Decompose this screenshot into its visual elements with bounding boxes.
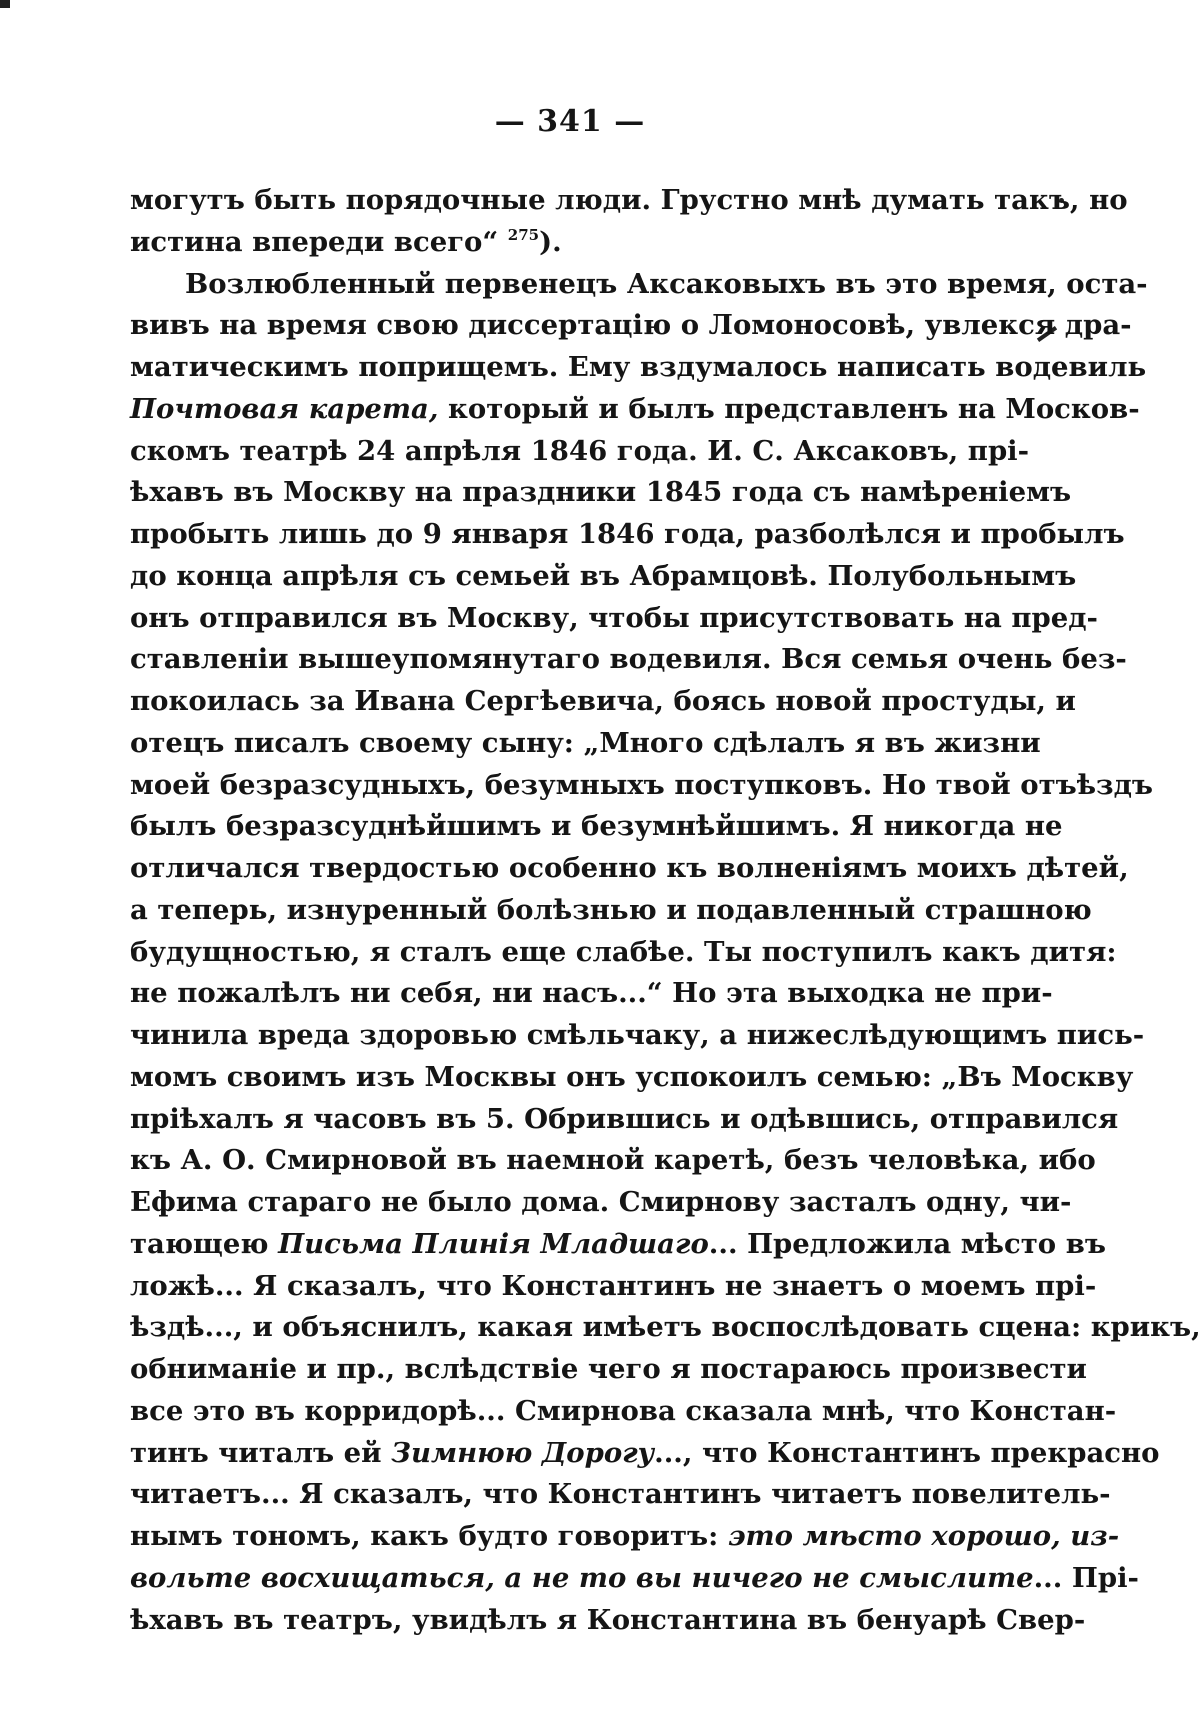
text-segment: ставленіи вышеупомянутаго водевиля. Вся семья очень без- — [130, 643, 1127, 676]
text-segment: отличался твердостью особенно къ волненіямъ моихъ дѣтей, — [130, 852, 1129, 884]
text-segment: ). — [539, 225, 562, 258]
text-line — [130, 1182, 1072, 1224]
text-line — [130, 472, 1072, 514]
text-segment: который и былъ представленъ на Москов- — [438, 392, 1140, 425]
text-line — [130, 431, 1030, 473]
text-segment: могутъ быть порядочные люди. Грустно мнѣ думать такъ, но — [130, 184, 1128, 216]
text-line — [130, 1600, 1086, 1642]
text-segment: покоилась за Ивана Сергѣевича, боясь новой простуды, и — [130, 685, 1076, 717]
text-segment: истина впереди всего“ — [130, 225, 508, 258]
text-segment: ложѣ... Я сказалъ, что Константинъ не знаетъ о моемъ прі- — [130, 1269, 1097, 1302]
text-segment: ѣхавъ въ Москву на праздники 1845 года съ намѣреніемъ — [130, 476, 1072, 509]
text-segment: ... Предложила мѣсто въ — [708, 1227, 1106, 1260]
text-line — [130, 681, 1076, 723]
text-segment: момъ своимъ изъ Москвы онъ успокоилъ семью: „Въ Москву — [130, 1060, 1134, 1093]
text-line — [130, 765, 1154, 807]
text-line — [130, 222, 940, 264]
text-line — [130, 848, 1129, 890]
text-line — [130, 932, 1117, 974]
text-segment: моей безразсудныхъ, безумныхъ поступковъ. Но твой отъѣздъ — [130, 768, 1154, 801]
text-line — [130, 180, 1128, 222]
text-line — [130, 973, 1053, 1015]
text-line — [130, 264, 1148, 306]
text-segment: ѣздѣ..., и объяснилъ, какая имѣетъ воспослѣдовать сцена: крикъ, — [130, 1311, 1201, 1344]
text-line — [130, 1516, 1120, 1558]
text-line — [130, 1433, 1160, 1475]
page-text — [130, 180, 1201, 1641]
text-line — [130, 598, 1098, 640]
italic-title: это мѣсто хорошо, из- — [727, 1520, 1120, 1552]
text-segment: обниманіе и пр., вслѣдствіе чего я постараюсь произвести — [130, 1353, 1087, 1385]
text-line — [130, 1224, 1106, 1266]
text-segment: нымъ тономъ, какъ будто говоритъ: — [130, 1520, 728, 1552]
text-line — [130, 1474, 1111, 1516]
text-line — [130, 723, 1041, 765]
text-segment: ..., что Константинъ прекрасно — [654, 1436, 1160, 1469]
text-segment: отецъ писалъ своему сыну: „Много сдѣлалъ я въ жизни — [130, 726, 1041, 759]
text-line — [130, 1558, 1139, 1600]
text-segment: до конца апрѣля съ семьей въ Абрамцовѣ. Полубольнымъ — [130, 559, 1077, 592]
text-segment: ѣхавъ въ театръ, увидѣлъ я Константина въ бенуарѣ Свер- — [130, 1603, 1086, 1636]
text-line — [130, 890, 1092, 932]
text-segment: Ефима стараго не было дома. Смирнову засталъ одну, чи- — [130, 1186, 1072, 1218]
text-line — [130, 514, 1125, 556]
text-segment: ... Прі- — [1033, 1561, 1139, 1594]
scan-mark — [0, 0, 10, 8]
text-segment: къ А. О. Смирновой въ наемной каретѣ, безъ человѣка, ибо — [130, 1144, 1096, 1177]
text-segment: чинила вреда здоровью смѣльчаку, а нижеслѣдующимъ пись- — [130, 1019, 1145, 1051]
text-line — [130, 639, 1127, 681]
text-line — [130, 389, 1140, 431]
text-line — [130, 1349, 1087, 1391]
text-segment: онъ отправился въ Москву, чтобы присутствовать на пред- — [130, 601, 1098, 634]
text-segment: будущностью, я сталъ еще слабѣе. Ты поступилъ какъ дитя: — [130, 935, 1117, 968]
text-line — [130, 1391, 1117, 1433]
footnote-ref: 275 — [507, 225, 540, 244]
text-line — [130, 1307, 1201, 1349]
italic-title: вольте восхищаться, а не то вы ничего не смыслите — [130, 1561, 1034, 1594]
italic-title: Почтовая карета, — [130, 392, 439, 425]
text-segment: Возлюбленный первенецъ Аксаковыхъ въ это время, оста- — [185, 267, 1148, 300]
italic-title: Письма Плинія Младшаго — [278, 1227, 709, 1260]
text-line — [130, 1057, 1134, 1099]
text-line — [130, 1015, 1145, 1057]
text-line — [130, 806, 1063, 848]
text-segment: а теперь, изнуренный болѣзнью и подавленный страшною — [130, 893, 1092, 926]
text-segment: тинъ читалъ ей — [130, 1436, 392, 1469]
italic-title: Зимнюю Дорогу — [391, 1436, 655, 1469]
text-line — [130, 556, 1077, 598]
text-line — [130, 347, 1147, 389]
text-line — [130, 1266, 1097, 1308]
text-segment: вивъ на время свою диссертацію о Ломоносовѣ, увлекся дра- — [130, 309, 1132, 342]
text-line — [130, 1140, 1096, 1182]
text-segment: былъ безразсуднѣйшимъ и безумнѣйшимъ. Я никогда не — [130, 810, 1063, 843]
text-segment: тающею — [130, 1227, 279, 1260]
page-number: — 341 — — [494, 104, 646, 139]
text-segment: пріѣхалъ я часовъ въ 5. Обрившись и одѣвшись, отправился — [130, 1102, 1119, 1135]
text-line — [130, 1099, 1119, 1141]
text-segment: пробыть лишь до 9 января 1846 года, разболѣлся и пробылъ — [130, 518, 1125, 550]
text-segment: матическимъ поприщемъ. Ему вздумалось написать водевиль — [130, 351, 1147, 383]
text-line — [130, 305, 1132, 347]
text-segment: не пожалѣлъ ни себя, ни насъ...“ Но эта выходка не при- — [130, 977, 1053, 1010]
text-segment: скомъ театрѣ 24 апрѣля 1846 года. И. С. Аксаковъ, прі- — [130, 434, 1030, 467]
text-segment: читаетъ... Я сказалъ, что Константинъ читаетъ повелитель- — [130, 1478, 1111, 1511]
text-segment: все это въ корридорѣ... Смирнова сказала мнѣ, что Констан- — [130, 1394, 1117, 1427]
